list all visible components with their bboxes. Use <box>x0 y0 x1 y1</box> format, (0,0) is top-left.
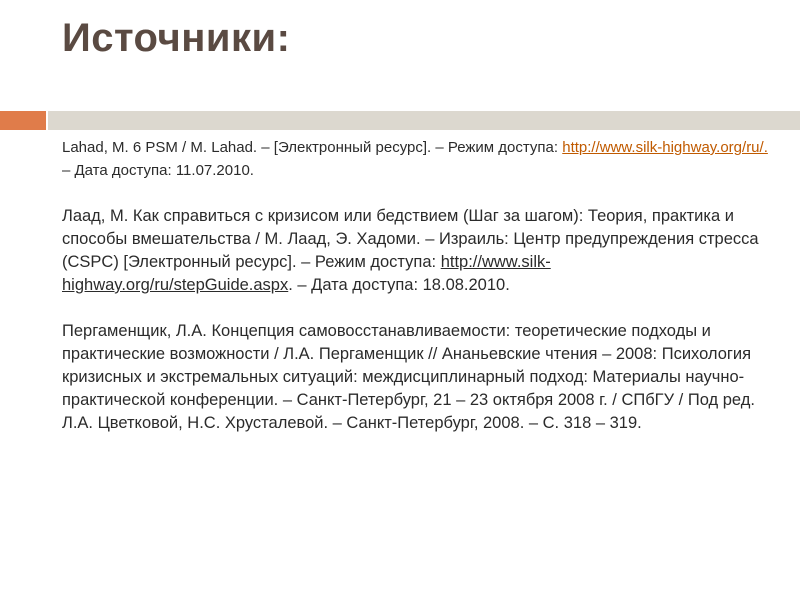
divider-bar <box>48 111 800 130</box>
reference-link-silk-highway[interactable]: http://www.silk-highway.org/ru/. <box>562 139 768 156</box>
references-list <box>62 136 774 458</box>
slide-title: Источники: <box>62 16 291 60</box>
reference-item-pergamenshchik <box>62 320 774 435</box>
reference-item-lahad <box>62 136 774 182</box>
reference-text: – Дата доступа: 11.07.2010. <box>62 162 254 179</box>
accent-bar <box>0 111 46 130</box>
reference-text: Лаад, М. Как справиться с кризисом или бедствием (Шаг за шагом): Теория, практика и способы вмешательства / М. Лаад, Э. Хадоми. – Израиль: Центр предупреждения стресса (CSPC) [Электронный ресурс]. – Режим доступа: <box>62 207 759 271</box>
reference-text: . – Дата доступа: 18.08.2010. <box>288 276 510 294</box>
reference-text: Пергаменщик, Л.А. Концепция самовосстанавливаемости: теоретические подходы и практические возможности / Л.А. Пергаменщик // Ананьевские чтения – 2008: Психология кризисных и экстремальных ситуаций: междисциплинарный подход: Материалы научно-практической конференции. – Санкт-Петербург, 21 – 23 октября 2008 г. / СПбГУ / Под ред. Л.А. Цветковой, Н.С. Хрусталевой. – Санкт-Петербург, 2008. – С. 318 – 319. <box>62 322 755 432</box>
reference-link-step-guide[interactable]: http://www.silk-highway.org/ru/stepGuide.aspx <box>62 253 551 294</box>
reference-item-laad <box>62 205 774 297</box>
reference-text: Lahad, M. 6 PSM / M. Lahad. – [Электронный ресурс]. – Режим доступа: <box>62 139 563 156</box>
